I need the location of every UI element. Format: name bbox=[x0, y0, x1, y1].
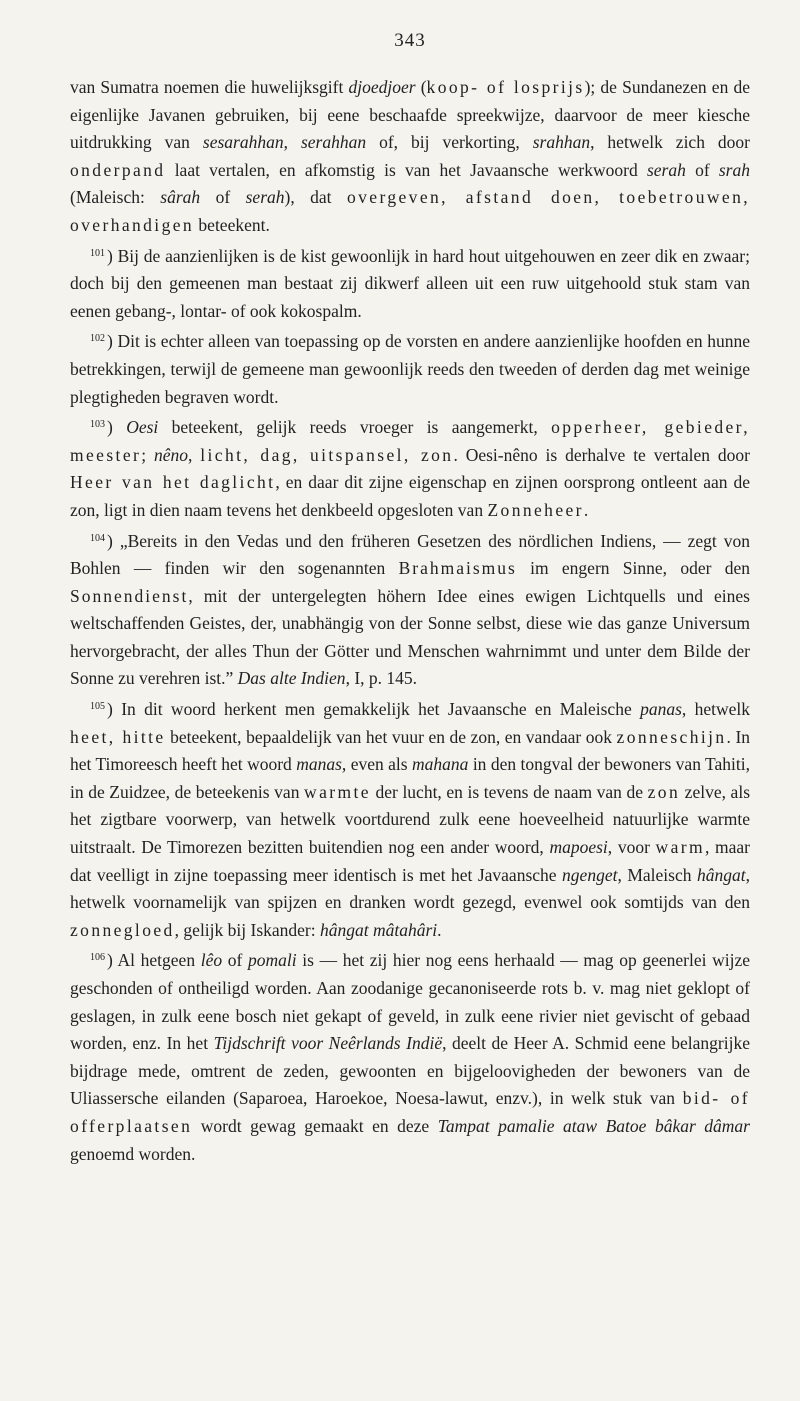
footnote-103: $^{103}$ ) Oesi beteekent, gelijk reeds vroeger is aangemerkt, opperheer, gebieder, meester; nêno, licht, dag, uitspansel, zon. Oesi-nêno is derhalve te vertalen door Heer van het daglicht, en daar dit zijne eigenschap en zijnen oorsprong ontleent aan de zon, ligt in dien naam tevens het denkbeeld opgesloten van Zonneheer. bbox=[70, 417, 751, 520]
footnote-101: $^{101}$ ) Bij de aanzienlijken is de kist gewoonlijk in hard hout uitgehouwen en zeer dik en zwaar; doch bij den gemeenen man bestaat zij dikwerf alleen uit een ruw uitgehoold stuk stam van eenen gebang-, lontar- of ook kokospalm. bbox=[70, 245, 750, 321]
footnote-number: 102 bbox=[90, 333, 105, 345]
footnote-102: $^{102}$ ) Dit is echter alleen van toepassing op de vorsten en andere aanzienlijke hoofden en hunne betrekkingen, terwijl de gemeene man gewoonlijk reeds den tweeden of derden dag met weinige plegtigheden begraven wordt. bbox=[70, 331, 751, 407]
footnote-number: 105 bbox=[90, 701, 105, 713]
footnote-number: 106 bbox=[90, 952, 105, 964]
paragraph-intro: van Sumatra noemen die huwelijksgift djoedjoer (koop- of losprijs); de Sundanezen en de eigenlijke Javanen gebruiken, bij eene beschaafde spreekwijze, daarvoor de meer kiesche uitdrukking van sesarahhan, serahhan of, bij verkorting, srahhan, hetwelk zich door onderpand laat vertalen, en afkomstig is van het Javaansche werkwoord serah of srah (Maleisch: sârah of serah), dat overgeven, afstand doen, toebetrouwen, overhandigen beteekent. bbox=[70, 77, 751, 235]
footnote-106: $^{106}$ ) Al hetgeen lêo of pomali is — het zij hier nog eens herhaald — mag op geenerlei wijze geschonden of ontheiligd worden. Aan zoodanige gecanoniseerde rots b. v. mag niet geklopt of geslagen, in zulk eene bosch niet gekapt of geveld, in zulk eene rivier niet gevischt of gebaad worden, enz. In het Tijdschrift voor Neêrlands Indië, deelt de Heer A. Schmid eene belangrijke bijdrage mede, omtrent de zeden, gewoonten en bijgeloovigheden der bewoners van de Uliassersche eilanden (Saparoea, Haroekoe, Noesa-lawut, enzv.), in welk stuk van bid- of offerplaatsen wordt gewag gemaakt en deze Tampat pamalie ataw Batoe bâkar dâmar genoemd worden. bbox=[70, 950, 751, 1164]
page-body bbox=[70, 74, 750, 1168]
footnote-104: $^{104}$ ) „Bereits in den Vedas und den früheren Gesetzen des nördlichen Indiens, — zegt von Bohlen — finden wir den sogenannten Brahmaismus im engern Sinne, oder den Sonnendienst, mit der untergelegten höhern Idee eines ewigen Lichtquells und eines weltschaffenden Geistes, der, unabhängig von der Sonne selbst, diese wie das ganze Universum hervorgebracht, der alles Thun der Götter und Menschen wahrnimmt und unter dem Bilde der Sonne zu verehren ist.” Das alte Indien, I, p. 145. bbox=[70, 530, 751, 689]
page-number: 343 bbox=[394, 30, 426, 51]
footnote-number: 101 bbox=[90, 247, 105, 259]
footnote-105: $^{105}$ ) In dit woord herkent men gemakkelijk het Javaansche en Maleische panas, hetwelk heet, hitte beteekent, bepaaldelijk van het vuur en de zon, en vandaar ook zonneschijn. In het Timoreesch heeft het woord manas, even als mahana in den tongval der bewoners van Tahiti, in de Zuidzee, de beteekenis van warmte der lucht, en is tevens de naam van de zon zelve, als het zigtbare voorwerp, van hetwelk voortdurend zulk eene hoeveelheid natuurlijke warmte uitstraalt. De Timorezen bezitten buitendien nog een ander woord, mapoesi, voor warm, maar dat veelligt in zijne toepassing meer identisch is met het Javaansche ngenget, Maleisch hângat, hetwelk voornamelijk van spijzen en dranken wordt gezegd, evenwel ook somtijds van den zonnegloed, gelijk bij Iskander: hângat mâtahâri. bbox=[70, 699, 751, 940]
footnote-number: 104 bbox=[90, 532, 105, 544]
footnote-number: 103 bbox=[90, 419, 105, 431]
